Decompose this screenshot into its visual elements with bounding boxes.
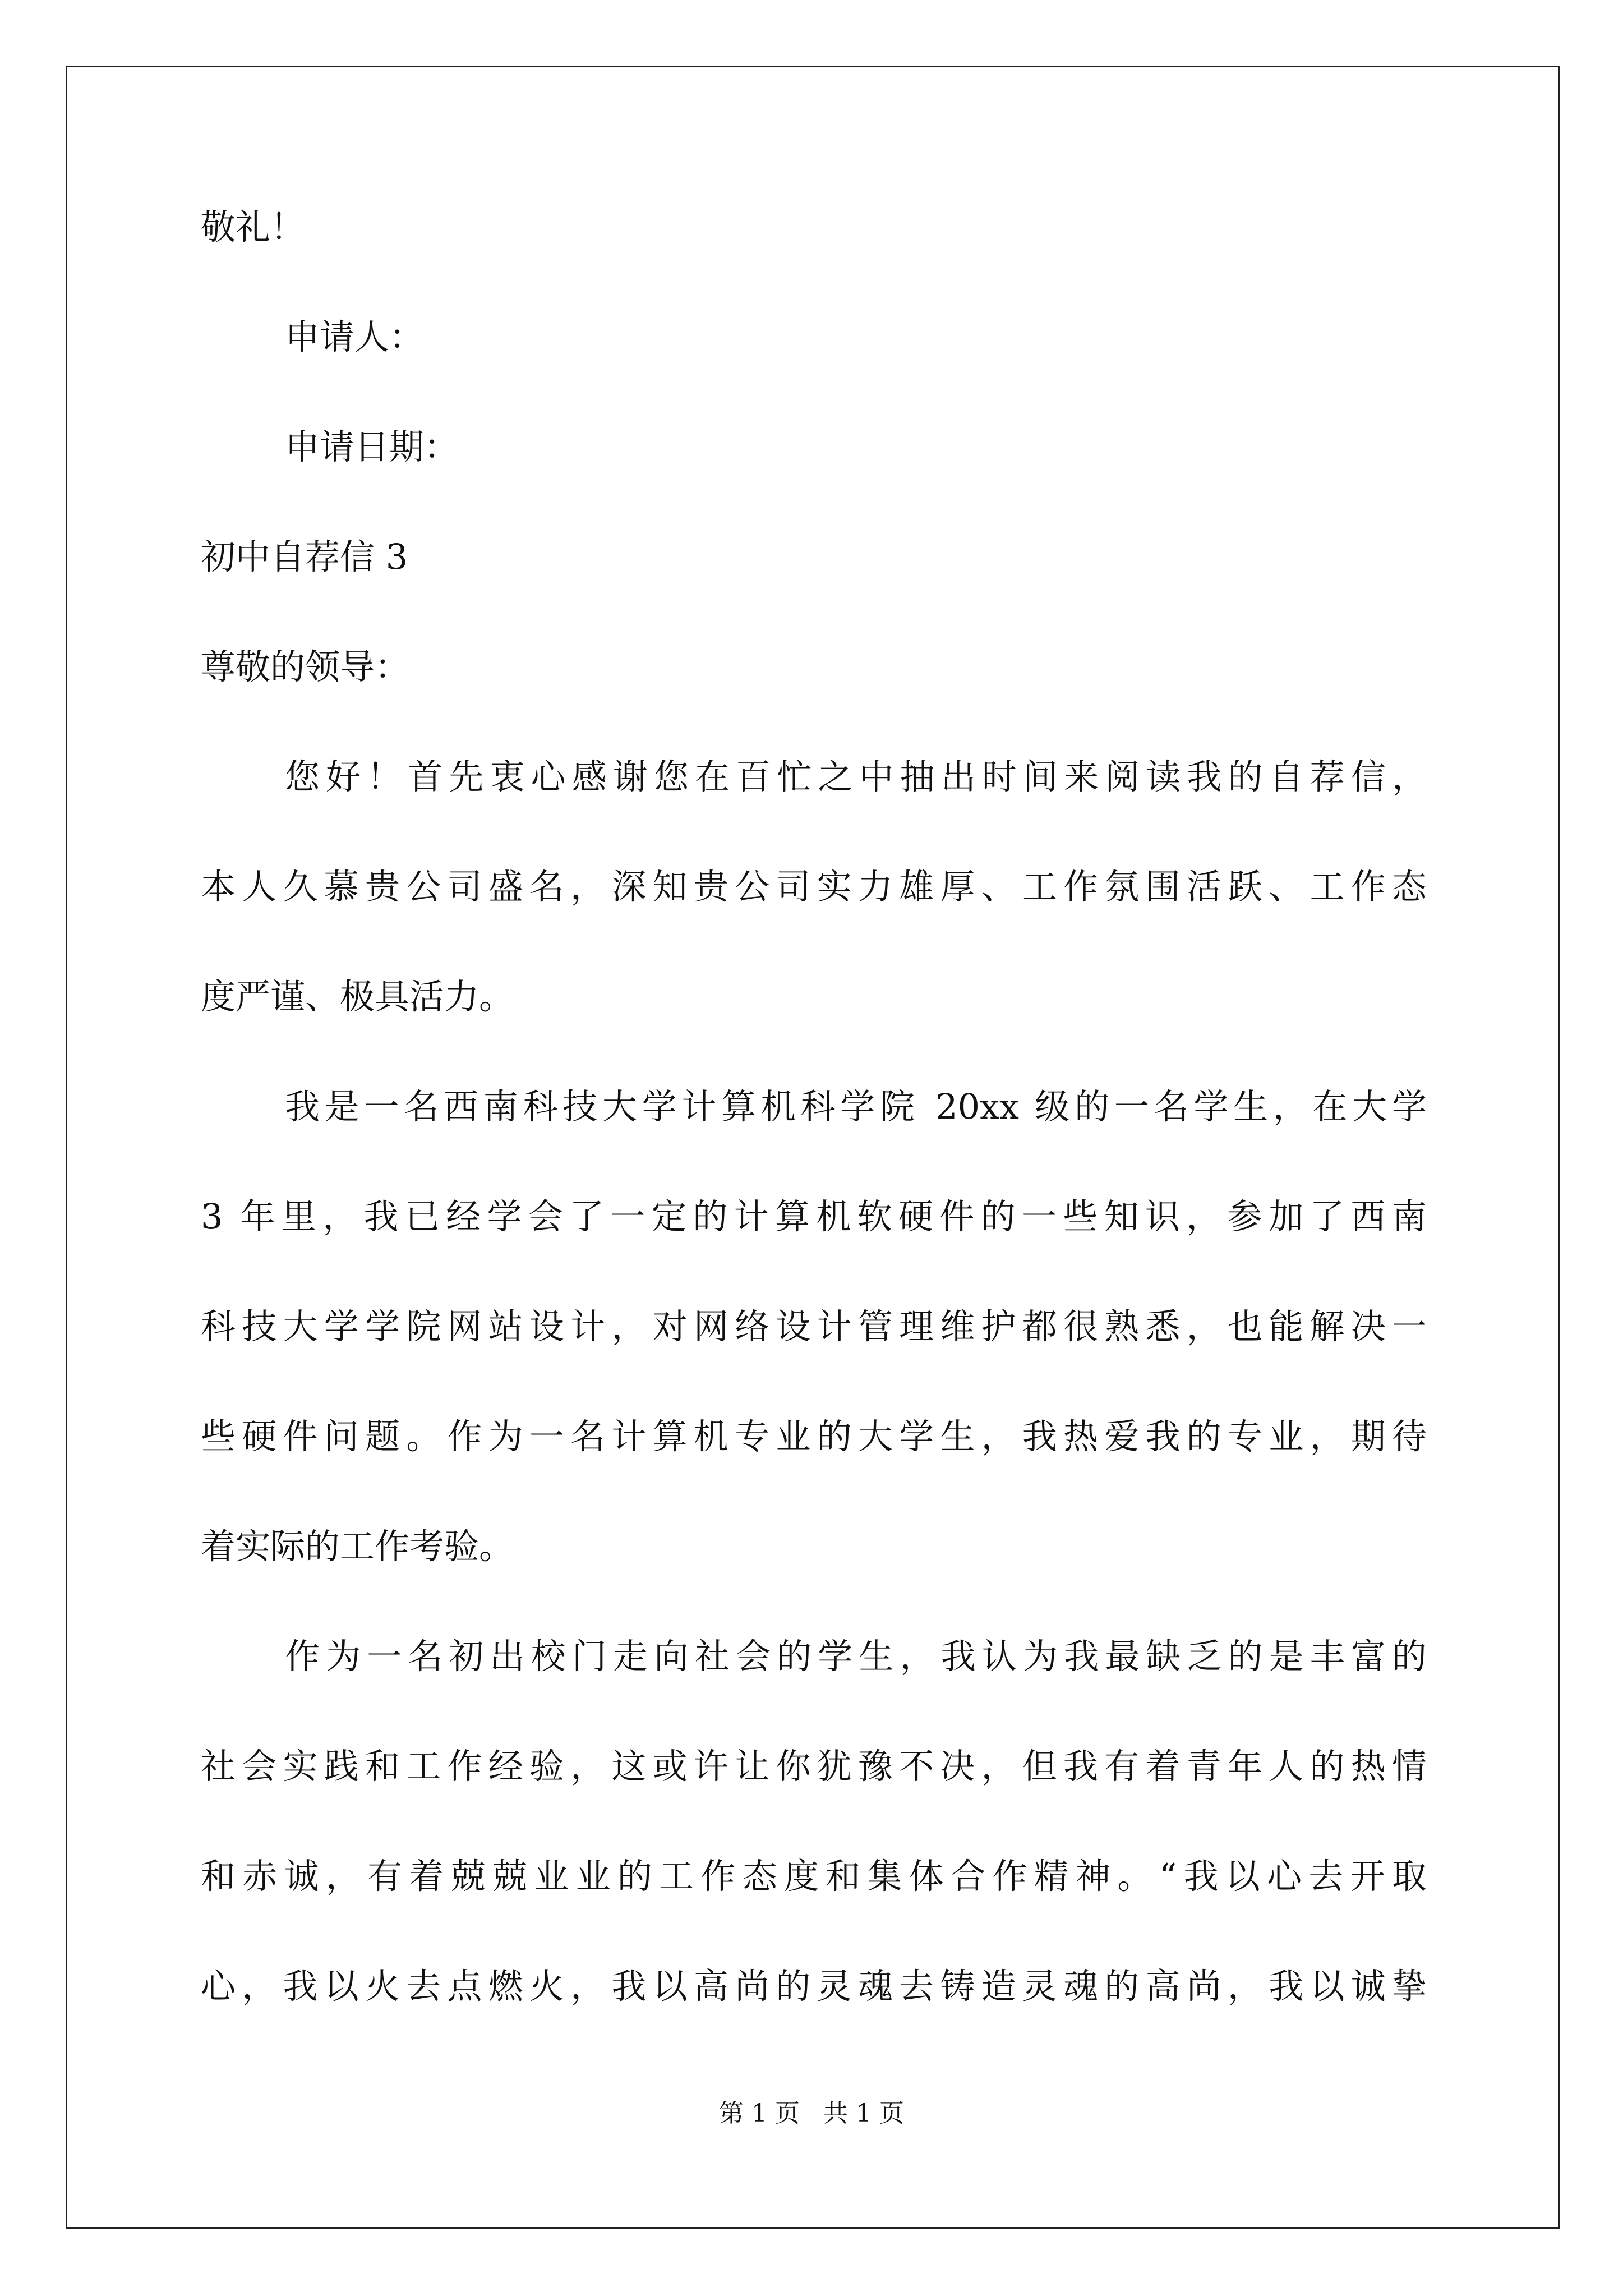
greeting: 尊敬的领导：: [201, 646, 410, 687]
closing-salutation: 敬礼！: [201, 206, 306, 247]
page-number-footer: 第 1 页 共 1 页: [719, 2099, 904, 2128]
paragraph-line: 您好！首先衷心感谢您在百忙之中抽出时间来阅读我的自荐信，: [285, 756, 1427, 797]
page-border: [66, 66, 1560, 2229]
applicant-label: 申请人：: [285, 316, 425, 357]
paragraph-line: 着实际的工作考验。: [201, 1526, 514, 1567]
paragraph-line: 本人久慕贵公司盛名，深知贵公司实力雄厚、工作氛围活跃、工作态: [201, 866, 1427, 907]
paragraph-line: 度严谨、极具活力。: [201, 976, 514, 1017]
paragraph-line: 心，我以火去点燃火，我以高尚的灵魂去铸造灵魂的高尚，我以诚挚: [201, 1966, 1427, 2007]
paragraph-line: 社会实践和工作经验，这或许让你犹豫不决，但我有着青年人的热情: [201, 1746, 1427, 1787]
paragraph-line: 科技大学学院网站设计，对网络设计管理维护都很熟悉，也能解决一: [201, 1306, 1427, 1347]
section-title: 初中自荐信 3: [201, 536, 408, 577]
application-date-label: 申请日期：: [285, 426, 459, 467]
paragraph-line: 3 年里，我已经学会了一定的计算机软硬件的一些知识，参加了西南: [201, 1196, 1427, 1237]
paragraph-line: 我是一名西南科技大学计算机科学院 20xx 级的一名学生，在大学: [285, 1086, 1427, 1127]
paragraph-line: 些硬件问题。作为一名计算机专业的大学生，我热爱我的专业，期待: [201, 1416, 1427, 1457]
paragraph-line: 作为一名初出校门走向社会的学生，我认为我最缺乏的是丰富的: [285, 1636, 1427, 1677]
paragraph-line: 和赤诚，有着兢兢业业的工作态度和集体合作精神。“我以心去开取: [201, 1856, 1427, 1897]
